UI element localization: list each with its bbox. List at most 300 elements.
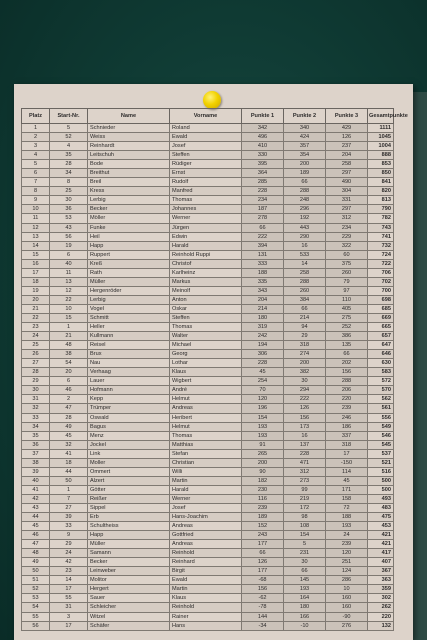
cell-vorname: Werner <box>170 494 242 503</box>
cell-name: Müller <box>88 277 170 286</box>
cell-name: Kullmann <box>88 332 170 341</box>
cell-name: Jockel <box>88 440 170 449</box>
table-row <box>22 440 394 449</box>
cell-gesamtpunkte: 453 <box>368 522 394 531</box>
cell-punkte-3: 337 <box>326 431 368 440</box>
cell-start-nr: 21 <box>50 332 88 341</box>
cell-vorname: Markus <box>170 277 242 286</box>
cell-gesamtpunkte: 572 <box>368 377 394 386</box>
table-row <box>22 422 394 431</box>
cell-gesamtpunkte: 262 <box>368 603 394 612</box>
cell-punkte-1: 200 <box>242 458 284 467</box>
cell-name: Weiss <box>88 133 170 142</box>
cell-start-nr: 17 <box>50 621 88 630</box>
cell-punkte-3: 252 <box>326 323 368 332</box>
cell-punkte-3: -150 <box>326 458 368 467</box>
cell-punkte-1: 90 <box>242 467 284 476</box>
cell-name: Samann <box>88 549 170 558</box>
cell-punkte-2: 156 <box>284 413 326 422</box>
table-row <box>22 277 394 286</box>
cell-punkte-3: 60 <box>326 250 368 259</box>
table-row <box>22 332 394 341</box>
cell-gesamtpunkte: 630 <box>368 359 394 368</box>
pushpin-icon <box>203 91 221 109</box>
cell-start-nr: 22 <box>50 295 88 304</box>
cell-punkte-1: 342 <box>242 124 284 133</box>
cell-punkte-3: 202 <box>326 359 368 368</box>
cell-punkte-3: 304 <box>326 187 368 196</box>
cell-gesamtpunkte: 302 <box>368 594 394 603</box>
cell-punkte-3: 193 <box>326 522 368 531</box>
cell-punkte-2: 66 <box>284 178 326 187</box>
cell-platz: 20 <box>22 295 50 304</box>
cell-vorname: Klaus <box>170 368 242 377</box>
cell-start-nr: 7 <box>50 494 88 503</box>
cell-punkte-1: 333 <box>242 259 284 268</box>
cell-start-nr: 54 <box>50 359 88 368</box>
header-punkte-1: Punkte 1 <box>242 109 284 124</box>
cell-platz: 12 <box>22 223 50 232</box>
cell-vorname: Heribert <box>170 413 242 422</box>
cell-platz: 45 <box>22 522 50 531</box>
cell-vorname: Josef <box>170 503 242 512</box>
cell-vorname: Ewald <box>170 576 242 585</box>
cell-punkte-2: 294 <box>284 386 326 395</box>
cell-name: Kress <box>88 187 170 196</box>
cell-punkte-1: 66 <box>242 549 284 558</box>
cell-name: Verhaag <box>88 368 170 377</box>
cell-punkte-1: 394 <box>242 241 284 250</box>
cell-punkte-3: 135 <box>326 341 368 350</box>
table-row <box>22 594 394 603</box>
table-row <box>22 585 394 594</box>
cell-punkte-2: 288 <box>284 187 326 196</box>
cell-platz: 25 <box>22 341 50 350</box>
cell-start-nr: 32 <box>50 440 88 449</box>
cell-name: Möller <box>88 214 170 223</box>
table-row <box>22 133 394 142</box>
table-row <box>22 178 394 187</box>
cell-punkte-3: 72 <box>326 503 368 512</box>
cell-gesamtpunkte: 1045 <box>368 133 394 142</box>
cell-gesamtpunkte: 220 <box>368 612 394 621</box>
cell-platz: 18 <box>22 277 50 286</box>
cell-vorname: Helmut <box>170 422 242 431</box>
results-table <box>21 108 408 631</box>
cell-start-nr: 17 <box>50 585 88 594</box>
cell-start-nr: 46 <box>50 386 88 395</box>
cell-platz: 56 <box>22 621 50 630</box>
cell-start-nr: 6 <box>50 377 88 386</box>
cell-platz: 37 <box>22 449 50 458</box>
cell-punkte-1: 45 <box>242 368 284 377</box>
cell-platz: 8 <box>22 187 50 196</box>
table-row <box>22 549 394 558</box>
cell-punkte-3: 246 <box>326 413 368 422</box>
cell-punkte-3: 124 <box>326 567 368 576</box>
cell-punkte-1: 120 <box>242 395 284 404</box>
cell-gesamtpunkte: 665 <box>368 323 394 332</box>
table-row <box>22 196 394 205</box>
cell-punkte-3: 312 <box>326 214 368 223</box>
cell-punkte-3: 429 <box>326 124 368 133</box>
cell-gesamtpunkte: 1004 <box>368 142 394 151</box>
cell-gesamtpunkte: 698 <box>368 295 394 304</box>
cell-punkte-3: 160 <box>326 603 368 612</box>
table-row <box>22 250 394 259</box>
cell-gesamtpunkte: 521 <box>368 458 394 467</box>
cell-vorname: Klaus <box>170 594 242 603</box>
cell-vorname: Rainer <box>170 612 242 621</box>
cell-punkte-3: 204 <box>326 151 368 160</box>
table-body <box>22 124 394 631</box>
table-row <box>22 476 394 485</box>
cell-gesamtpunkte: 685 <box>368 304 394 313</box>
cell-punkte-3: 276 <box>326 621 368 630</box>
cell-punkte-3: 375 <box>326 259 368 268</box>
cell-start-nr: 35 <box>50 151 88 160</box>
cell-gesamtpunkte: 790 <box>368 205 394 214</box>
cell-punkte-3: 114 <box>326 467 368 476</box>
cell-name: Erb <box>88 513 170 522</box>
cell-punkte-2: 126 <box>284 404 326 413</box>
table-row <box>22 485 394 494</box>
cell-punkte-3: 186 <box>326 422 368 431</box>
cell-punkte-1: 228 <box>242 187 284 196</box>
cell-gesamtpunkte: 500 <box>368 476 394 485</box>
cell-gesamtpunkte: 500 <box>368 485 394 494</box>
cell-start-nr: 29 <box>50 540 88 549</box>
cell-vorname: Christof <box>170 259 242 268</box>
table-row <box>22 124 394 133</box>
cell-punkte-3: 239 <box>326 540 368 549</box>
cell-platz: 38 <box>22 458 50 467</box>
cell-punkte-2: 258 <box>284 268 326 277</box>
cell-punkte-2: 173 <box>284 422 326 431</box>
table-row <box>22 494 394 503</box>
cell-punkte-1: 144 <box>242 612 284 621</box>
cell-vorname: Willi <box>170 467 242 476</box>
cell-punkte-1: 154 <box>242 413 284 422</box>
cell-punkte-2: 273 <box>284 476 326 485</box>
table-row <box>22 350 394 359</box>
cell-punkte-1: -68 <box>242 576 284 585</box>
cell-name: Reinhardt <box>88 142 170 151</box>
header-vorname: Vorname <box>170 109 242 124</box>
cell-start-nr: 44 <box>50 467 88 476</box>
cell-punkte-3: 386 <box>326 332 368 341</box>
cell-gesamtpunkte: 853 <box>368 160 394 169</box>
cell-name: Kreß <box>88 259 170 268</box>
table-row <box>22 567 394 576</box>
header-punkte-3: Punkte 3 <box>326 109 368 124</box>
cell-vorname: Gottfried <box>170 531 242 540</box>
cell-name: Vogel <box>88 304 170 313</box>
cell-name: Sippel <box>88 503 170 512</box>
cell-vorname: Andreas <box>170 540 242 549</box>
cell-platz: 42 <box>22 494 50 503</box>
table-header <box>22 109 408 124</box>
cell-punkte-1: 116 <box>242 494 284 503</box>
cell-punkte-3: 126 <box>326 133 368 142</box>
cell-punkte-2: 214 <box>284 313 326 322</box>
cell-name: Lauer <box>88 377 170 386</box>
cell-vorname: Matthias <box>170 440 242 449</box>
cell-platz: 15 <box>22 250 50 259</box>
cell-punkte-2: 443 <box>284 223 326 232</box>
cell-vorname: Johannes <box>170 205 242 214</box>
cell-platz: 1 <box>22 124 50 133</box>
table-row <box>22 431 394 440</box>
cell-punkte-3: 110 <box>326 295 368 304</box>
cell-punkte-2: 231 <box>284 549 326 558</box>
cell-start-nr: 49 <box>50 422 88 431</box>
cell-name: Nau <box>88 359 170 368</box>
cell-vorname: Andreas <box>170 404 242 413</box>
cell-punkte-3: 275 <box>326 313 368 322</box>
cell-punkte-3: 17 <box>326 449 368 458</box>
cell-start-nr: 11 <box>50 268 88 277</box>
cell-name: Reisel <box>88 341 170 350</box>
cell-gesamtpunkte: 561 <box>368 404 394 413</box>
cell-start-nr: 50 <box>50 476 88 485</box>
cell-punkte-1: 66 <box>242 223 284 232</box>
cell-name: Schleicher <box>88 603 170 612</box>
cell-platz: 21 <box>22 304 50 313</box>
cell-punkte-3: 286 <box>326 576 368 585</box>
cell-gesamtpunkte: 475 <box>368 513 394 522</box>
cell-punkte-3: 260 <box>326 268 368 277</box>
cell-punkte-3: 188 <box>326 513 368 522</box>
cell-platz: 50 <box>22 567 50 576</box>
cell-platz: 23 <box>22 323 50 332</box>
cell-gesamtpunkte: 493 <box>368 494 394 503</box>
cell-punkte-1: -62 <box>242 594 284 603</box>
cell-platz: 4 <box>22 151 50 160</box>
cell-name: Ommert <box>88 467 170 476</box>
cell-name: Moller <box>88 458 170 467</box>
cell-platz: 30 <box>22 386 50 395</box>
cell-gesamtpunkte: 417 <box>368 549 394 558</box>
cell-start-nr: 53 <box>50 214 88 223</box>
cell-punkte-1: 177 <box>242 567 284 576</box>
cell-punkte-1: 196 <box>242 404 284 413</box>
cell-punkte-2: 384 <box>284 295 326 304</box>
table-row <box>22 540 394 549</box>
cell-platz: 48 <box>22 549 50 558</box>
cell-platz: 11 <box>22 214 50 223</box>
cell-punkte-3: 318 <box>326 440 368 449</box>
cell-punkte-1: 189 <box>242 513 284 522</box>
cell-vorname: Wigbert <box>170 377 242 386</box>
cell-start-nr: 42 <box>50 558 88 567</box>
table-row <box>22 503 394 512</box>
cell-punkte-2: 200 <box>284 160 326 169</box>
cell-punkte-1: 265 <box>242 449 284 458</box>
cell-punkte-2: 166 <box>284 612 326 621</box>
table-row <box>22 612 394 621</box>
cell-punkte-2: 66 <box>284 567 326 576</box>
cell-punkte-3: 258 <box>326 160 368 169</box>
cell-start-nr: 41 <box>50 449 88 458</box>
cell-punkte-2: 180 <box>284 603 326 612</box>
cell-name: Rath <box>88 268 170 277</box>
cell-platz: 43 <box>22 503 50 512</box>
cell-start-nr: 28 <box>50 413 88 422</box>
cell-vorname: Manfred <box>170 187 242 196</box>
table-row <box>22 187 394 196</box>
cell-punkte-2: 16 <box>284 431 326 440</box>
cell-punkte-2: 29 <box>284 332 326 341</box>
cell-punkte-3: 160 <box>326 594 368 603</box>
cell-gesamtpunkte: 363 <box>368 576 394 585</box>
cell-punkte-3: 297 <box>326 169 368 178</box>
cell-punkte-2: 288 <box>284 277 326 286</box>
cell-name: Schäfer <box>88 621 170 630</box>
cell-name: Breil <box>88 178 170 187</box>
cell-vorname: Karlheinz <box>170 268 242 277</box>
cell-punkte-1: -34 <box>242 621 284 630</box>
table-row <box>22 576 394 585</box>
cell-vorname: Thomas <box>170 431 242 440</box>
cell-punkte-1: 222 <box>242 232 284 241</box>
table-row <box>22 323 394 332</box>
cell-punkte-2: 382 <box>284 368 326 377</box>
cell-name: Ruppert <box>88 250 170 259</box>
cell-vorname: Ewald <box>170 133 242 142</box>
cell-start-nr: 48 <box>50 341 88 350</box>
cell-punkte-1: 180 <box>242 313 284 322</box>
cell-start-nr: 24 <box>50 549 88 558</box>
table-row <box>22 313 394 322</box>
cell-start-nr: 1 <box>50 485 88 494</box>
cell-name: Sauer <box>88 594 170 603</box>
cell-punkte-2: 533 <box>284 250 326 259</box>
cell-punkte-2: 228 <box>284 449 326 458</box>
cell-name: Hofmann <box>88 386 170 395</box>
cell-punkte-2: 98 <box>284 513 326 522</box>
cell-punkte-3: 490 <box>326 178 368 187</box>
cell-punkte-3: 120 <box>326 549 368 558</box>
cell-gesamtpunkte: 483 <box>368 503 394 512</box>
table-row <box>22 413 394 422</box>
cell-gesamtpunkte: 782 <box>368 214 394 223</box>
cell-start-nr: 31 <box>50 603 88 612</box>
cell-platz: 51 <box>22 576 50 585</box>
table-row <box>22 449 394 458</box>
cell-gesamtpunkte: 841 <box>368 178 394 187</box>
cell-gesamtpunkte: 647 <box>368 341 394 350</box>
cell-punkte-3: 45 <box>326 476 368 485</box>
cell-punkte-1: 330 <box>242 151 284 160</box>
cell-punkte-1: 91 <box>242 440 284 449</box>
cell-punkte-3: 24 <box>326 531 368 540</box>
cell-vorname: Michael <box>170 341 242 350</box>
cell-punkte-2: 274 <box>284 350 326 359</box>
table-row <box>22 386 394 395</box>
table-row <box>22 160 394 169</box>
cell-vorname: Edwin <box>170 232 242 241</box>
cell-vorname: Ernst <box>170 169 242 178</box>
cell-platz: 47 <box>22 540 50 549</box>
cell-gesamtpunkte: 562 <box>368 395 394 404</box>
cell-punkte-3: 237 <box>326 142 368 151</box>
cell-punkte-2: 66 <box>284 304 326 313</box>
cell-name: Heller <box>88 323 170 332</box>
cell-punkte-2: 99 <box>284 485 326 494</box>
cell-punkte-2: -10 <box>284 621 326 630</box>
table-row <box>22 241 394 250</box>
table-row <box>22 522 394 531</box>
cell-start-nr: 4 <box>50 142 88 151</box>
cell-name: Brux <box>88 350 170 359</box>
cell-vorname: Hans <box>170 621 242 630</box>
cell-gesamtpunkte: 546 <box>368 431 394 440</box>
cell-gesamtpunkte: 1111 <box>368 124 394 133</box>
table-row <box>22 368 394 377</box>
cell-punkte-1: 193 <box>242 431 284 440</box>
cell-punkte-2: 30 <box>284 377 326 386</box>
cell-name: Reißer <box>88 494 170 503</box>
cell-start-nr: 55 <box>50 594 88 603</box>
table-row <box>22 558 394 567</box>
cell-vorname: Rüdiger <box>170 160 242 169</box>
table-row <box>22 286 394 295</box>
cell-gesamtpunkte: 367 <box>368 567 394 576</box>
cell-vorname: Walter <box>170 332 242 341</box>
cell-punkte-3: 331 <box>326 196 368 205</box>
cell-name: Bagus <box>88 422 170 431</box>
cell-punkte-1: 242 <box>242 332 284 341</box>
cell-name: Hergert <box>88 585 170 594</box>
cell-vorname: Martin <box>170 585 242 594</box>
cell-vorname: Reinhard <box>170 558 242 567</box>
table-row <box>22 142 394 151</box>
cell-name: Schnieder <box>88 124 170 133</box>
cell-punkte-3: 288 <box>326 377 368 386</box>
cell-punkte-2: 94 <box>284 323 326 332</box>
cell-start-nr: 14 <box>50 576 88 585</box>
cell-punkte-1: 193 <box>242 422 284 431</box>
cell-punkte-3: -90 <box>326 612 368 621</box>
cell-vorname: Roland <box>170 124 242 133</box>
cell-punkte-2: 340 <box>284 124 326 133</box>
table-row <box>22 151 394 160</box>
cell-vorname: Andreas <box>170 522 242 531</box>
cell-punkte-3: 10 <box>326 585 368 594</box>
cell-start-nr: 3 <box>50 612 88 621</box>
cell-punkte-2: 189 <box>284 169 326 178</box>
cell-punkte-3: 66 <box>326 350 368 359</box>
cell-name: Becker <box>88 205 170 214</box>
cell-gesamtpunkte: 657 <box>368 332 394 341</box>
cell-vorname: Steffen <box>170 151 242 160</box>
cell-platz: 13 <box>22 232 50 241</box>
cell-gesamtpunkte: 669 <box>368 313 394 322</box>
cell-punkte-3: 220 <box>326 395 368 404</box>
table-row <box>22 259 394 268</box>
cell-gesamtpunkte: 732 <box>368 241 394 250</box>
cell-platz: 46 <box>22 531 50 540</box>
cell-punkte-1: 194 <box>242 341 284 350</box>
cell-platz: 29 <box>22 377 50 386</box>
cell-platz: 44 <box>22 513 50 522</box>
cell-punkte-2: 219 <box>284 494 326 503</box>
cell-start-nr: 13 <box>50 277 88 286</box>
cell-start-nr: 36 <box>50 205 88 214</box>
cell-gesamtpunkte: 813 <box>368 196 394 205</box>
cell-gesamtpunkte: 132 <box>368 621 394 630</box>
